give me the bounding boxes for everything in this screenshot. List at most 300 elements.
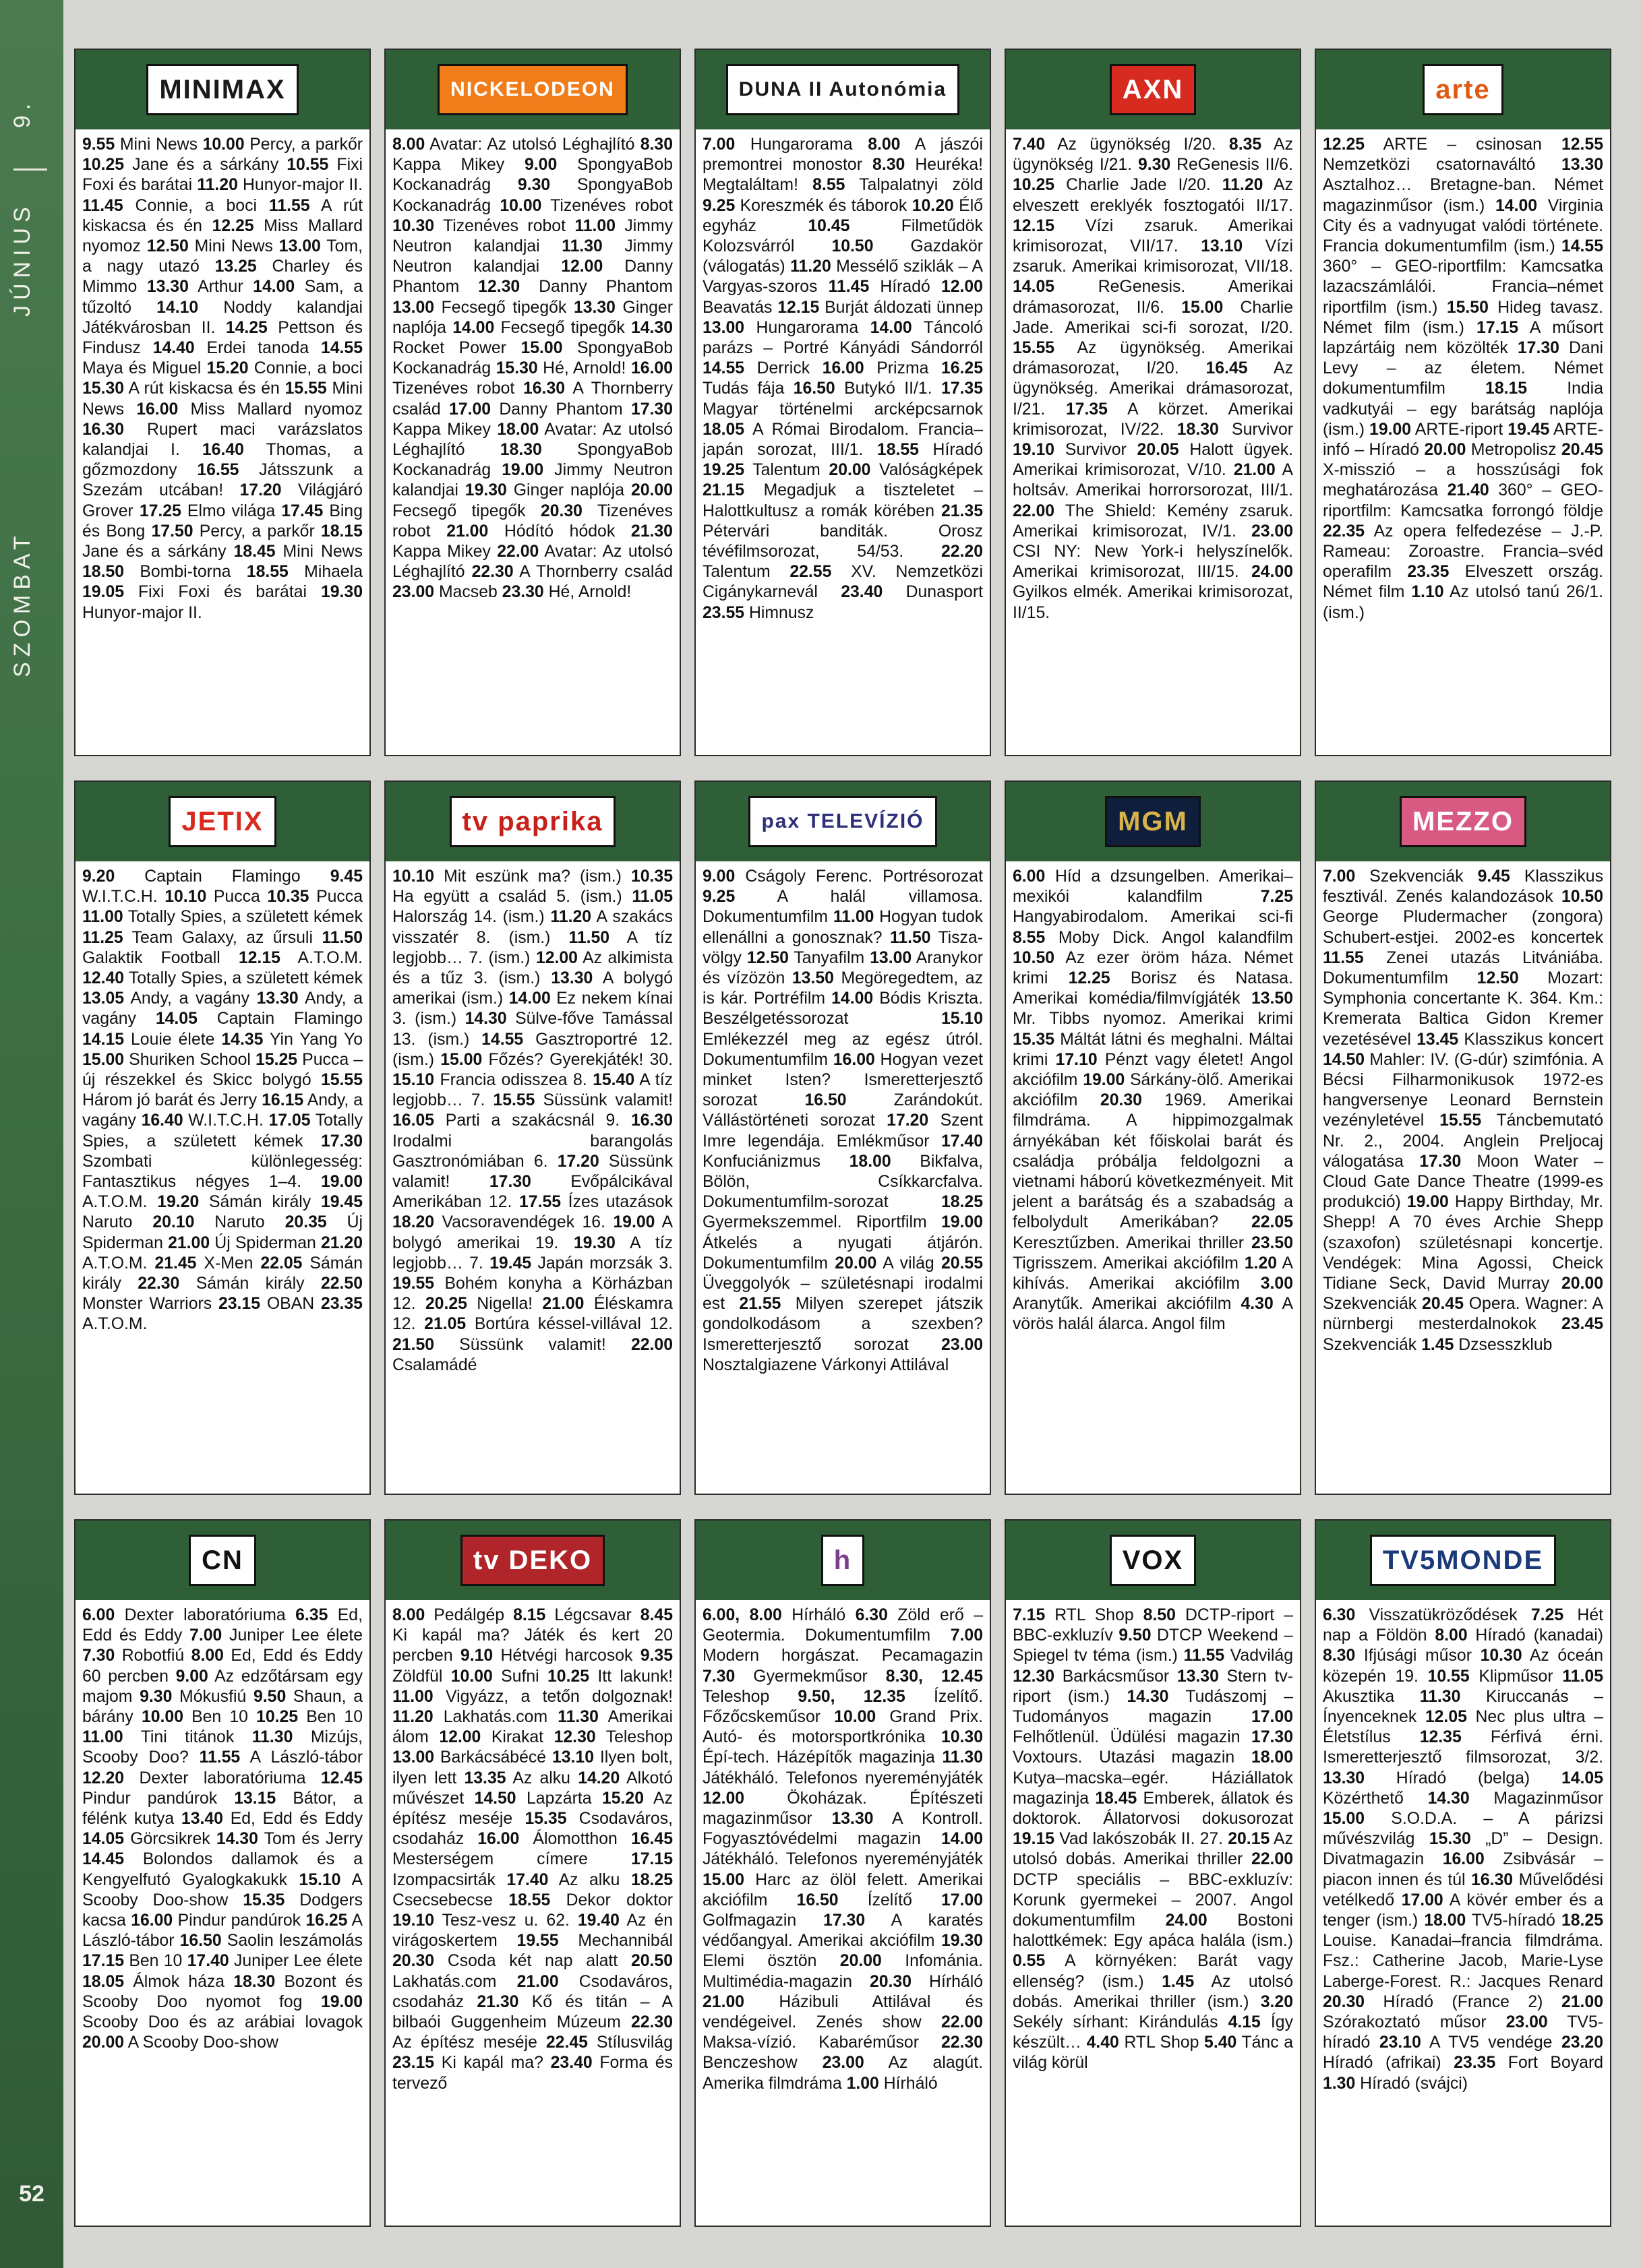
listing-time: 7.25 xyxy=(1260,888,1293,907)
listing-time: 10.30 xyxy=(1480,1647,1522,1665)
listing-time: 23.50 xyxy=(1251,1233,1293,1252)
listing-time: 23.45 xyxy=(1561,1315,1603,1334)
listing-time: 12.00 xyxy=(703,1789,745,1808)
listing-time: 20.55 xyxy=(941,1254,983,1273)
listing-text xyxy=(1316,1600,1610,2226)
listing-time: 10.00 xyxy=(500,196,542,215)
listing-time: 21.50 xyxy=(392,1335,435,1354)
listing-time: 19.40 xyxy=(577,1911,620,1930)
listing-time: 18.25 xyxy=(941,1193,983,1212)
listing-time: 23.30 xyxy=(502,583,544,602)
listing-title: Klasszikus fesztivál. Zenés kalandozások xyxy=(1323,867,1603,907)
listing-time: 15.00 xyxy=(1323,1810,1365,1829)
listing-title: Tom és Jerry xyxy=(258,1830,363,1849)
listing-time: 16.25 xyxy=(305,1911,348,1930)
listing-time: 15.10 xyxy=(392,1071,435,1090)
listing-title: Dexter laboratóriuma xyxy=(115,1606,296,1624)
listing-time: 20.30 xyxy=(1100,1091,1142,1110)
listing-time: 11.30 xyxy=(562,237,603,256)
listing-time: 18.20 xyxy=(392,1213,435,1232)
listing-time: 23.15 xyxy=(218,1295,261,1314)
listing-time: 14.05 xyxy=(82,1830,125,1849)
listing-title: Hungarorama xyxy=(744,318,870,337)
listing-time: 11.55 xyxy=(1183,1647,1225,1665)
listing-title: Játsszunk a Szezám utcában! xyxy=(82,461,363,500)
listing-title: Robotfiú xyxy=(115,1647,191,1665)
listing-title: Juniper Lee élete xyxy=(229,1952,363,1971)
listing-time: 16.00 xyxy=(822,359,864,378)
listing-time: 16.50 xyxy=(796,1891,839,1909)
listing-time: 15.30 xyxy=(82,379,125,398)
listing-title: Jane és a sárkány xyxy=(124,156,287,175)
listing-time: 19.30 xyxy=(465,481,507,500)
listing-time: 13.35 xyxy=(464,1769,506,1787)
listing-title: Hangyabirodalom. Amerikai sci-fi xyxy=(1013,908,1293,927)
listing-title: Csodaváros, csodaház xyxy=(392,1972,674,2011)
listing-title: Magyar történelmi arcképcsarnok xyxy=(703,400,983,419)
listing-time: 22.50 xyxy=(320,1275,363,1293)
listing-title: A László-tábor xyxy=(240,1748,363,1767)
listing-title: Charlie Jade. Amerikai sci-fi sorozat, I/20. xyxy=(1013,298,1293,337)
listing-time: 9.25 xyxy=(703,888,736,907)
listing-title: „D” – Design. Divatmagazin xyxy=(1323,1830,1603,1869)
listing-title: Az ügynökség I/20. xyxy=(1045,135,1229,154)
listing-title: Japán morzsák 3. xyxy=(531,1254,673,1273)
listing-time: 23.00 xyxy=(822,2054,864,2073)
listing-time: 10.10 xyxy=(165,888,207,907)
listing-time: 8.50 xyxy=(1143,1606,1176,1624)
listing-time: 9.50, 12.35 xyxy=(798,1687,905,1706)
listing-time: 14.30 xyxy=(465,1010,507,1029)
listing-time: 23.40 xyxy=(550,2054,593,2073)
channel-header xyxy=(696,782,990,861)
listing-time: 17.35 xyxy=(1065,400,1108,419)
listing-time: 20.45 xyxy=(1421,1295,1464,1314)
listing-title: A bolygó amerikai 19. xyxy=(392,1213,673,1252)
listing-time: 13.10 xyxy=(1201,237,1243,256)
listing-title: X-misszió – a hosszúsági fok meghatározása xyxy=(1323,461,1603,500)
listing-title: A környéken: Barát vagy ellenség? (ism.) xyxy=(1013,1952,1293,1991)
listing-title: Infománia. Multimédia-magazin xyxy=(703,1952,983,1991)
listing-time: 20.35 xyxy=(285,1213,327,1232)
listing-title: Emlékezzél meg az egész útról. Dokumentumfilm xyxy=(703,1030,983,1069)
listing-time: 15.00 xyxy=(82,1050,125,1069)
listing-title: Tizenéves robot xyxy=(541,196,673,215)
listing-time: 15.00 xyxy=(703,1870,745,1889)
listing-title: Közérthető xyxy=(1323,1789,1428,1808)
listing-text xyxy=(696,861,990,1494)
listing-title: Mini News xyxy=(275,543,363,561)
listing-time: 6.35 xyxy=(295,1606,328,1624)
listing-title: Az építész meséje xyxy=(392,1789,673,1829)
listing-time: 14.05 xyxy=(1561,1769,1603,1787)
channel-card xyxy=(1005,49,1301,756)
listing-title: Mini News xyxy=(188,237,279,256)
listing-title: Tesz-vesz u. 62. xyxy=(434,1911,578,1930)
listing-time: 19.30 xyxy=(320,583,363,602)
listing-time: 12.00 xyxy=(941,278,983,297)
listing-time: 14.55 xyxy=(481,1030,524,1049)
listing-time: 11.20 xyxy=(197,176,238,195)
listing-text xyxy=(696,1600,990,2226)
listing-title: Játékháló. Telefonos nyereményjáték xyxy=(703,1850,983,1869)
listing-time: 13.15 xyxy=(234,1789,276,1808)
listing-title: Bódis Kriszta. Beszélgetéssorozat xyxy=(703,989,983,1029)
listing-title: Halország 14. (ism.) xyxy=(392,908,551,927)
listing-title: Pindur pandúrok xyxy=(82,1789,235,1808)
listing-title: A Thornberry család xyxy=(392,379,673,419)
listing-title: Barkácsműsor xyxy=(1054,1667,1177,1686)
listing-title: Captain Flamingo xyxy=(115,867,330,886)
listing-text xyxy=(1316,861,1610,1494)
listing-title: Az ügynökség I/21. xyxy=(1013,135,1293,175)
listing-title: Fecsegő tipegők xyxy=(494,318,631,337)
listing-time: 22.00 xyxy=(1251,1850,1293,1869)
listing-title: Totally Spies, a született kémek xyxy=(124,969,363,988)
listing-time: 15.10 xyxy=(299,1870,341,1889)
listing-time: 15.25 xyxy=(256,1050,298,1069)
listing-time: 15.35 xyxy=(243,1891,285,1909)
listing-time: 23.20 xyxy=(1561,2033,1603,2052)
listing-time: 17.20 xyxy=(557,1152,599,1171)
listing-title: Tudászomj – Tudományos magazin xyxy=(1013,1687,1293,1727)
listing-time: 12.00 xyxy=(561,257,603,276)
listing-time: 18.05 xyxy=(82,1972,125,1991)
listing-title: Moon Water – Cloud Gate Dance Theatre (1999-es produkció) xyxy=(1323,1152,1603,1212)
listing-title: Monster Warriors xyxy=(82,1295,218,1314)
listing-time: 1.00 xyxy=(846,2074,879,2093)
listing-title: RTL Shop xyxy=(1045,1606,1143,1624)
listing-title: DTCP Weekend – Spiegel tv téma (ism.) xyxy=(1013,1626,1293,1665)
listing-title: Zöldfül xyxy=(392,1667,451,1686)
listing-title: Híradó xyxy=(869,278,941,297)
listing-title: Milyen szerepet játszik gondolkodásom a szexben? Ismeretterjesztő sorozat xyxy=(703,1295,984,1354)
listing-time: 1.10 xyxy=(1411,583,1444,602)
listing-time: 10.55 xyxy=(1427,1667,1470,1686)
listing-time: 9.00 xyxy=(524,156,558,175)
listing-title: Híradó (kanadai) xyxy=(1467,1626,1603,1645)
listing-time: 12.40 xyxy=(82,969,125,988)
listing-time: 13.00 xyxy=(392,1748,435,1767)
listing-title: Csecsebecse xyxy=(392,1891,509,1909)
listing-time: 20.15 xyxy=(1228,1830,1270,1849)
listing-title: Stílusvilág xyxy=(587,2033,673,2052)
listing-time: 11.25 xyxy=(82,928,123,947)
listing-title: Híd a dzsungelben. Amerikai–mexikói kalandfilm xyxy=(1013,867,1293,907)
listing-time: 18.45 xyxy=(1095,1789,1137,1808)
listing-title: Hungarorama xyxy=(735,135,868,154)
listing-time: 14.45 xyxy=(82,1850,125,1869)
listing-title: Kutya–macska–egér. Háziállatok magazinja xyxy=(1013,1769,1293,1808)
listing-time: 10.35 xyxy=(630,867,673,886)
listing-time: 9.45 xyxy=(330,867,363,886)
listing-time: 17.55 xyxy=(519,1193,562,1212)
listing-time: 10.30 xyxy=(941,1728,983,1747)
channel-logo: MEZZO xyxy=(1400,796,1526,847)
listing-title: Kirakat xyxy=(481,1728,554,1747)
listing-time: 12.15 xyxy=(1013,216,1055,235)
listing-time: 11.00 xyxy=(574,216,616,235)
listing-time: 1.20 xyxy=(1244,1254,1278,1273)
listing-time: 17.00 xyxy=(1401,1891,1443,1909)
listing-time: 10.45 xyxy=(808,216,850,235)
listing-title: India vadkutyái – egy barátság naplója (ism.) xyxy=(1323,379,1603,439)
listing-time: 13.30 xyxy=(146,278,189,297)
listing-time: 10.50 xyxy=(1561,888,1603,907)
listing-title: A.T.O.M. xyxy=(280,948,363,967)
listing-time: 12.30 xyxy=(1013,1667,1055,1686)
listing-time: 12.00 xyxy=(535,948,578,967)
listing-title: Louie élete xyxy=(124,1030,222,1049)
listing-title: Izompacsirták xyxy=(392,1870,507,1889)
listing-time: 18.55 xyxy=(246,563,289,582)
listing-title: XV. Nemzetközi Cigánykarnevál xyxy=(703,563,983,602)
listing-title: Asztalhoz… Bretagne-ban. Német magazinműsor (ism.) xyxy=(1323,176,1603,215)
listing-time: 13.00 xyxy=(278,237,321,256)
listing-time: 20.00 xyxy=(829,461,871,480)
listing-time: 9.00 xyxy=(175,1667,208,1686)
listing-title: Konfuciánizmus xyxy=(703,1152,849,1171)
listing-time: 14.30 xyxy=(216,1830,258,1849)
listing-title: Mahler: IV. (G-dúr) szimfónia. A Bécsi Filharmonikusok 1972-es hangversenye Leonard Bernstein vezényletével xyxy=(1323,1050,1603,1130)
listing-title: Borisz és Natasa. Amerikai komédia/filmvígjáték xyxy=(1013,969,1293,1008)
listing-title: Ízelítő xyxy=(838,1891,941,1909)
listing-time: 8.30 xyxy=(1323,1647,1356,1665)
listing-time: 6.00 xyxy=(82,1606,115,1624)
listing-title: Tánc a világ körül xyxy=(1013,2033,1293,2073)
listing-title: Fecsegő tipegők xyxy=(434,298,574,317)
listing-time: 14.50 xyxy=(474,1789,516,1808)
channel-logo: h xyxy=(821,1535,864,1586)
listing-time: 16.30 xyxy=(630,1111,673,1130)
sidebar xyxy=(0,0,63,2268)
listing-time: 8.00 xyxy=(392,1606,425,1624)
listing-title: Mr. Tibbs nyomoz. Amerikai krimi xyxy=(1013,1010,1293,1029)
listing-time: 9.10 xyxy=(460,1647,494,1665)
listing-time: 20.00 xyxy=(630,481,673,500)
listing-time: 1.30 xyxy=(1323,2074,1356,2093)
listing-title: A holtsáv. Amerikai horrorsorozat, III/1. xyxy=(1013,461,1293,500)
listing-time: 6.30 xyxy=(855,1606,888,1624)
listing-time: 11.50 xyxy=(889,928,931,947)
channel-card xyxy=(694,1519,991,2227)
listing-time: 23.55 xyxy=(703,603,745,622)
listing-title: Erdei tanoda xyxy=(194,339,321,358)
listing-title: Andy, a vagány xyxy=(124,989,257,1008)
listing-title: Benczeshow xyxy=(703,2054,823,2073)
listing-time: 21.15 xyxy=(703,481,745,500)
listing-title: A rút kiskacsa és én xyxy=(82,196,363,235)
listing-time: 11.20 xyxy=(550,908,592,927)
listing-time: 23.35 xyxy=(320,1295,363,1314)
listing-title: Művelődési vetélkedő xyxy=(1323,1870,1603,1909)
listing-text xyxy=(1006,1600,1300,2226)
listing-title: Tini titánok xyxy=(123,1728,252,1747)
listing-time: 17.30 xyxy=(489,1173,531,1192)
listing-text xyxy=(386,1600,680,2226)
listing-title: Avatar: Az utolsó Léghajlító xyxy=(392,420,674,460)
channel-header xyxy=(1006,782,1300,861)
listing-title: Hírháló xyxy=(781,1606,856,1624)
listing-time: 17.30 xyxy=(320,1132,363,1151)
listing-title: Férfivá érni. Ismeretterjesztő filmsorozat, 3/2. xyxy=(1323,1728,1603,1767)
channel-logo: JETIX xyxy=(169,796,276,847)
listing-title: Bombi-torna xyxy=(124,563,247,582)
listing-time: 12.15 xyxy=(238,948,280,967)
listing-title: A halál villamosa. Dokumentumfilm xyxy=(703,888,983,927)
listing-title: ReGenesis. Amerikai drámasorozat, II/6. xyxy=(1013,278,1293,317)
listing-time: 19.00 xyxy=(320,1173,363,1192)
listing-time: 20.30 xyxy=(869,1972,912,1991)
listing-title: Az ügynökség. Amerikai drámasorozat, I/21. xyxy=(1013,359,1293,419)
listing-time: 12.45 xyxy=(320,1769,363,1787)
listing-title: Derrick xyxy=(744,359,823,378)
listing-time: 21.00 xyxy=(703,1992,745,2011)
listing-title: Jimmy Neutron kalandjai xyxy=(392,216,673,256)
listing-title: A László-tábor xyxy=(82,1911,363,1951)
listing-time: 17.00 xyxy=(449,400,491,419)
listing-title: Rocket Power xyxy=(392,339,521,358)
listing-time: 7.30 xyxy=(82,1647,115,1665)
listing-time: 15.35 xyxy=(525,1810,567,1829)
listing-title: Amerikai álom xyxy=(392,1708,673,1747)
listing-title: TV5-híradó xyxy=(1323,2013,1603,2052)
listing-time: 11.45 xyxy=(82,196,123,215)
listing-title: Aranykor és vízözön xyxy=(703,948,983,988)
listing-title: Pucca – új részekkel és Skicc bolygó xyxy=(82,1050,363,1090)
listing-title: Keresztűzben. Amerikai thriller xyxy=(1013,1233,1251,1252)
listing-time: 13.30 xyxy=(573,298,616,317)
listing-title: Híradó (belga) xyxy=(1365,1769,1561,1787)
listing-time: 18.55 xyxy=(876,441,919,460)
listing-title: Lakhatás.com xyxy=(392,1972,517,1991)
channel-header xyxy=(696,50,990,129)
listing-time: 19.25 xyxy=(703,461,745,480)
listing-time: 12.35 xyxy=(1419,1728,1462,1747)
listing-time: 13.30 xyxy=(551,969,593,988)
listing-time: 20.00 xyxy=(1424,441,1466,460)
listing-title: Mini News xyxy=(82,379,363,419)
listing-time: 16.00 xyxy=(131,1911,173,1930)
listing-time: 17.10 xyxy=(1055,1050,1098,1069)
listing-title: Miss Mallard nyomoz xyxy=(178,400,363,419)
listing-title: Hírháló xyxy=(912,1972,983,1991)
listing-title: Avatar: Az utolsó Léghajlító xyxy=(392,543,674,582)
channel-logo: tv paprika xyxy=(450,796,616,847)
listing-time: 19.15 xyxy=(1013,1830,1055,1849)
listing-time: 16.40 xyxy=(202,441,244,460)
listing-time: 23.35 xyxy=(1454,2054,1496,2073)
listing-text xyxy=(386,861,680,1494)
listing-time: 17.30 xyxy=(1251,1728,1293,1747)
listing-title: Gyermekszemmel. Riportfilm xyxy=(703,1213,941,1232)
listing-time: 18.00 xyxy=(497,420,539,439)
listing-title: Percy, a parkőr xyxy=(244,135,363,154)
listing-time: 21.00 xyxy=(1233,461,1276,480)
listing-title: Sülve-főve Tamással 13. (ism.) xyxy=(392,1010,673,1049)
listing-title: Naruto xyxy=(82,1213,153,1232)
listing-time: 21.55 xyxy=(739,1295,781,1314)
listing-title: ARTE-riport xyxy=(1411,420,1508,439)
listing-title: Bikfalva, Bölön, Csíkkarcfalva. Dokumentumfilm-sorozat xyxy=(703,1152,984,1212)
listing-time: 23.15 xyxy=(392,2054,435,2073)
listing-title: Szórakoztató műsor xyxy=(1323,2013,1506,2032)
listing-time: 17.00 xyxy=(941,1891,984,1909)
listing-time: 14.00 xyxy=(941,1830,983,1849)
listing-time: 19.00 xyxy=(613,1213,655,1232)
listing-title: Burját áldozati ünnep xyxy=(819,298,984,317)
listing-title: Sekély sírhant: Kirándulás xyxy=(1013,2013,1228,2032)
listing-title: Fort Boyard xyxy=(1495,2054,1603,2073)
listing-title: Híradó (svájci) xyxy=(1355,2074,1468,2093)
listing-title: A Római Birodalom. Francia–japán sorozat, III/1. xyxy=(703,420,983,460)
listing-text xyxy=(386,129,680,755)
listing-time: 11.20 xyxy=(1222,176,1263,195)
listing-time: 21.30 xyxy=(477,1992,519,2011)
listing-title: Tanyafilm xyxy=(788,948,870,967)
listing-time: 20.10 xyxy=(152,1213,195,1232)
listing-title: Az óceán közepén 19. xyxy=(1323,1647,1603,1686)
listing-time: 10.20 xyxy=(912,196,954,215)
channel-card xyxy=(1005,1519,1301,2227)
listing-title: Teleshop xyxy=(703,1687,798,1706)
listing-title: Az én virágoskertem xyxy=(392,1911,673,1951)
listing-time: 9.50 xyxy=(1118,1626,1152,1645)
listing-time: 16.50 xyxy=(804,1091,847,1110)
listing-title: Hódító hódok xyxy=(488,522,631,541)
listing-time: 13.45 xyxy=(1416,1030,1459,1049)
listing-time: 7.15 xyxy=(1013,1606,1046,1624)
listing-time: 14.20 xyxy=(578,1769,620,1787)
listing-title: Totally Spies, a született kémek xyxy=(123,908,363,927)
listing-title: Bortúra késsel-villával 12. xyxy=(466,1315,673,1334)
listing-title: Mókusfiú xyxy=(172,1687,253,1706)
channel-logo: DUNA II Autonómia xyxy=(726,64,959,115)
listing-time: 16.15 xyxy=(262,1091,304,1110)
listing-title: Andy, a vagány xyxy=(82,989,363,1029)
listing-time: 20.50 xyxy=(630,1952,673,1971)
listing-title: Az alagút. Amerika filmdráma xyxy=(703,2054,983,2093)
listing-title: A kihívás. Amerikai akciófilm xyxy=(1013,1254,1294,1293)
listing-time: 22.00 xyxy=(497,543,539,561)
listing-time: 15.00 xyxy=(440,1050,483,1069)
listing-title: Louise. Kanadai–francia filmdráma. Fsz.: Catherine Jacob, Marie-Lyse Laberge-Forest. R.: Jacques Renard xyxy=(1323,1932,1603,1991)
listing-time: 3.00 xyxy=(1260,1275,1293,1293)
listing-time: 18.00 xyxy=(1424,1911,1466,1930)
listing-title: OBAN xyxy=(260,1295,321,1314)
listing-title: Himnusz xyxy=(744,603,814,622)
listing-title: Szekvenciák xyxy=(1355,867,1478,886)
listing-title: Hogyan tudok ellenállni a gonosznak? xyxy=(703,908,983,947)
listing-time: 11.20 xyxy=(392,1708,434,1727)
listing-title: Új Spiderman xyxy=(82,1213,363,1252)
listing-time: 7.00 xyxy=(950,1626,983,1645)
listing-title: Messélő sziklák – A Vargyas-szoros xyxy=(703,257,983,297)
channel-logo: MGM xyxy=(1105,796,1201,847)
listing-time: 11.55 xyxy=(1323,948,1364,967)
listing-time: 11.45 xyxy=(828,278,870,297)
listing-time: 11.30 xyxy=(558,1708,599,1727)
listing-title: Hunyor-major II. xyxy=(82,603,202,622)
listing-time: 8.15 xyxy=(513,1606,546,1624)
listing-title: Csalamádé xyxy=(392,1355,477,1374)
listing-time: 19.55 xyxy=(392,1275,435,1293)
listing-title: Az alku xyxy=(548,1870,631,1889)
listing-title: Maya és Miguel xyxy=(82,359,207,378)
listing-time: 14.00 xyxy=(253,278,295,297)
listing-title: Klasszikus koncert xyxy=(1458,1030,1603,1049)
channel-logo: tv DEKO xyxy=(460,1535,605,1586)
